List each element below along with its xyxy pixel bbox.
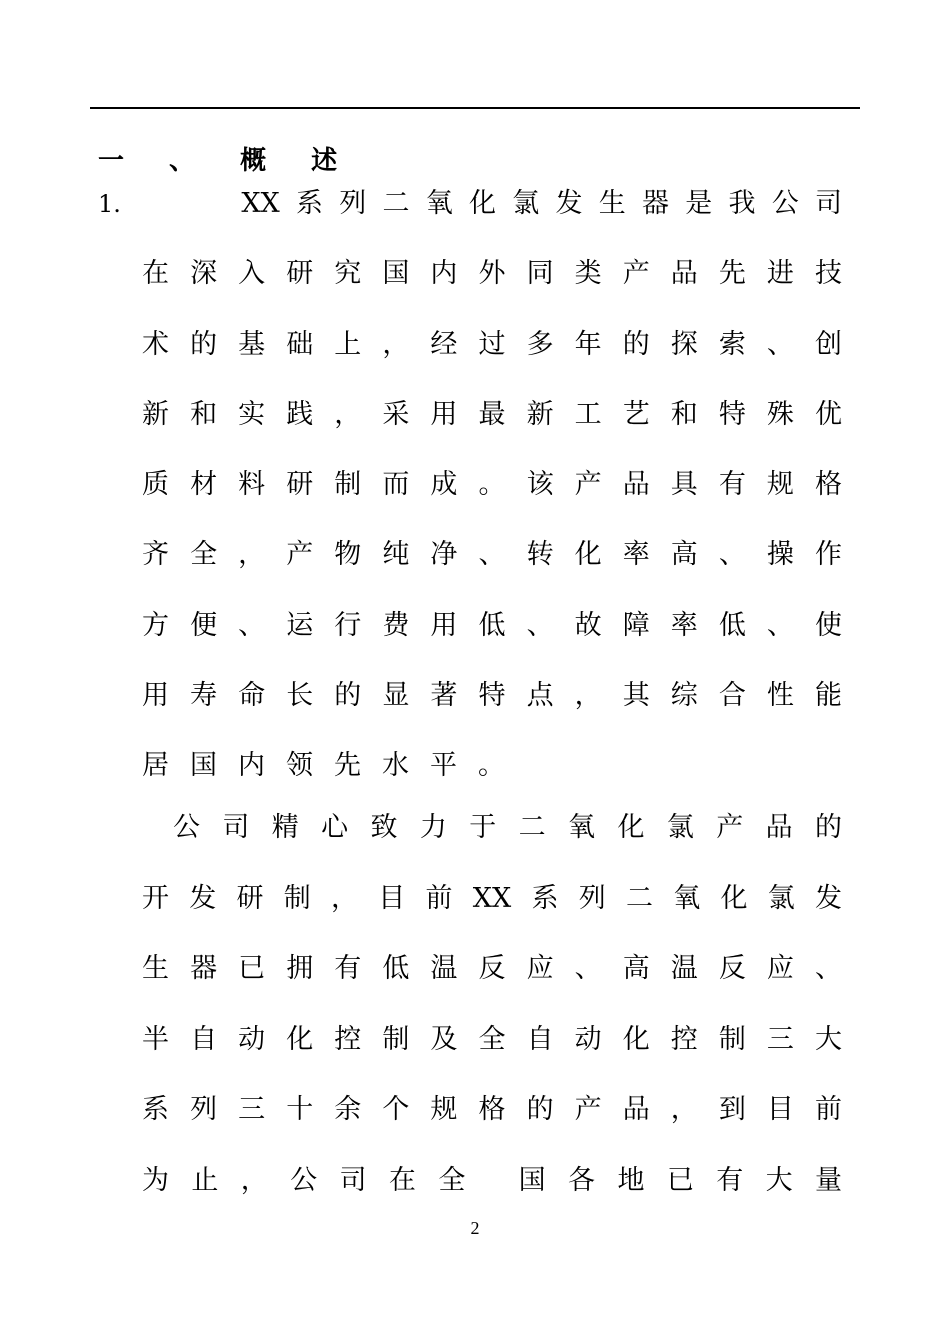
header-rule (90, 107, 860, 109)
paragraph-line: 用寿命长的显著特点，其综合性能 (142, 680, 842, 711)
paragraph-line: 齐全，产物纯净、转化率高、操作 (142, 539, 842, 570)
paragraph-line: XX系列二氧化氯发生器是我公司 (142, 188, 842, 219)
paragraph-line: 术的基础上，经过多年的探索、创 (142, 329, 842, 360)
paragraph-line: 半自动化控制及全自动化控制三大 (142, 1024, 842, 1055)
paragraph-line: 系列三十余个规格的产品，到目前 (142, 1094, 842, 1125)
paragraph-line: 在深入研究国内外同类产品先进技 (142, 258, 842, 289)
item-number: 1. (98, 190, 121, 218)
page-number: 2 (470, 1218, 480, 1238)
paragraph-line: 新和实践，采用最新工艺和特殊优 (142, 399, 842, 430)
paragraph-line: 为止，公司在全 国各地已有大量 (142, 1165, 842, 1196)
section-heading: 一 、 概 述 (98, 146, 356, 176)
paragraph-line: 质材料研制而成。该产品具有规格 (142, 469, 842, 500)
paragraph-line: 生器已拥有低温反应、高温反应、 (142, 953, 842, 984)
paragraph-line: 公司精心致力于二氧化氯产品的 (142, 812, 842, 843)
paragraph-line: 居国内领先水平。 (142, 750, 526, 781)
paragraph-line: 方便、运行费用低、故障率低、使 (142, 610, 842, 641)
paragraph-line: 开发研制，目前XX系列二氧化氯发 (142, 883, 842, 914)
